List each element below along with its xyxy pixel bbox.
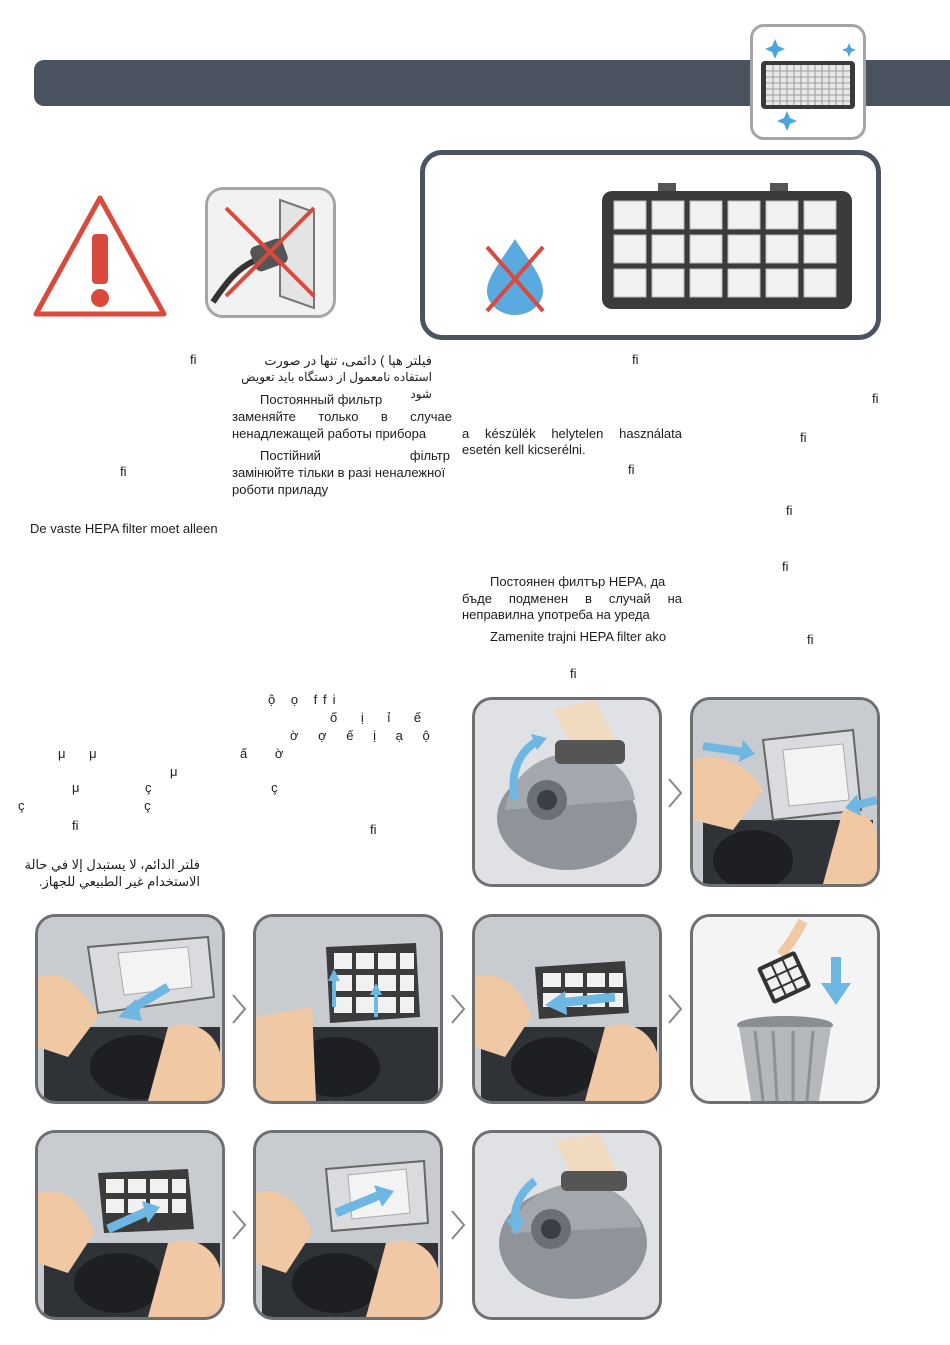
step-insert-new-filter bbox=[35, 1130, 225, 1320]
fi-glyph: ﬁ bbox=[120, 464, 127, 479]
unplug-frame bbox=[205, 187, 336, 318]
step-close-lid bbox=[472, 1130, 662, 1320]
fi-glyph: ﬁ bbox=[632, 352, 639, 367]
no-plug-icon bbox=[208, 190, 333, 315]
hepa-filter-icon bbox=[600, 183, 855, 313]
fi-glyph: ﬁ bbox=[72, 818, 79, 833]
step-discard-filter bbox=[690, 914, 880, 1104]
step-remove-filter bbox=[253, 914, 443, 1104]
chevron-right-icon bbox=[230, 1208, 248, 1242]
hepa-filter-icon bbox=[753, 27, 863, 137]
step-refit-grille bbox=[253, 1130, 443, 1320]
tr-c-1: ç ç bbox=[145, 780, 336, 795]
vi-line3: ờ ợ ế ị ạ ộ bbox=[290, 728, 438, 743]
fi-glyph: ﬁ bbox=[782, 559, 789, 574]
uk-line1: Постійний фільтр bbox=[260, 448, 450, 463]
uk-line2: замінюйте тільки в разі неналежної bbox=[232, 465, 446, 480]
greek-mu-3: μ bbox=[72, 780, 80, 795]
fi-glyph: ﬁ bbox=[570, 666, 577, 681]
fi-glyph: ﬁ bbox=[807, 632, 814, 647]
ru-line3: ненадлежащей работы прибора bbox=[232, 426, 427, 441]
step-slide-out-filter bbox=[472, 914, 662, 1104]
ar-line1: فلتر الدائم، لا يستبدل إلا في حالة bbox=[24, 857, 200, 872]
fa-line1: فیلتر هپا ) دائمی، تنها در صورت bbox=[264, 353, 432, 368]
sl-line1: Zamenite trajni HEPA filter ako bbox=[490, 629, 667, 644]
ru-line1: Постоянный фильтр bbox=[260, 392, 383, 407]
fi-glyph: ﬁ bbox=[370, 822, 377, 837]
nl-line1: De vaste HEPA filter moet alleen bbox=[30, 521, 218, 536]
uk-line3: роботи приладу bbox=[232, 482, 329, 497]
greek-mu-2: μ bbox=[170, 764, 178, 779]
bg-line2: бъде подменен в случай на bbox=[462, 591, 682, 606]
step-remove-grille bbox=[690, 697, 880, 887]
step-lift-grille bbox=[35, 914, 225, 1104]
fi-glyph: ﬁ bbox=[628, 462, 635, 477]
filter-care-panel bbox=[420, 150, 881, 340]
chevron-right-icon bbox=[666, 776, 684, 810]
fi-glyph: ﬁ bbox=[872, 391, 879, 406]
fi-glyph: ﬁ bbox=[190, 352, 197, 367]
tr-c-2: ç ç bbox=[18, 798, 209, 813]
bg-line3: неправилна употреба на уреда bbox=[462, 607, 650, 622]
chevron-right-icon bbox=[230, 992, 248, 1026]
vi-line1: ộ ọ ffi bbox=[268, 692, 342, 707]
hu-line2: esetén kell kicserélni. bbox=[462, 442, 586, 457]
hepa-badge bbox=[750, 24, 866, 140]
fi-glyph: ﬁ bbox=[800, 430, 807, 445]
hu-line1: a készülék helytelen használata bbox=[462, 426, 682, 441]
vi-line4: ấ ờ bbox=[240, 746, 296, 761]
bg-line1: Постоянен филтър HEPA, да bbox=[490, 574, 666, 589]
chevron-right-icon bbox=[449, 992, 467, 1026]
chevron-right-icon bbox=[449, 1208, 467, 1242]
fa-line2: استفاده نامعمول از دستگاه باید تعویض شود bbox=[241, 370, 432, 401]
vi-line2: ố ị ỉ ế bbox=[330, 710, 432, 725]
step-open-lid bbox=[472, 697, 662, 887]
ar-line2: الاستخدام غير الطبيعي للجهاز. bbox=[38, 874, 200, 889]
fi-glyph: ﬁ bbox=[786, 503, 793, 518]
warning-triangle-icon bbox=[30, 192, 170, 320]
greek-mu-1: μ μ bbox=[58, 746, 107, 761]
ru-line2: заменяйте только в случае bbox=[232, 409, 452, 424]
chevron-right-icon bbox=[666, 992, 684, 1026]
no-water-icon bbox=[477, 235, 553, 317]
